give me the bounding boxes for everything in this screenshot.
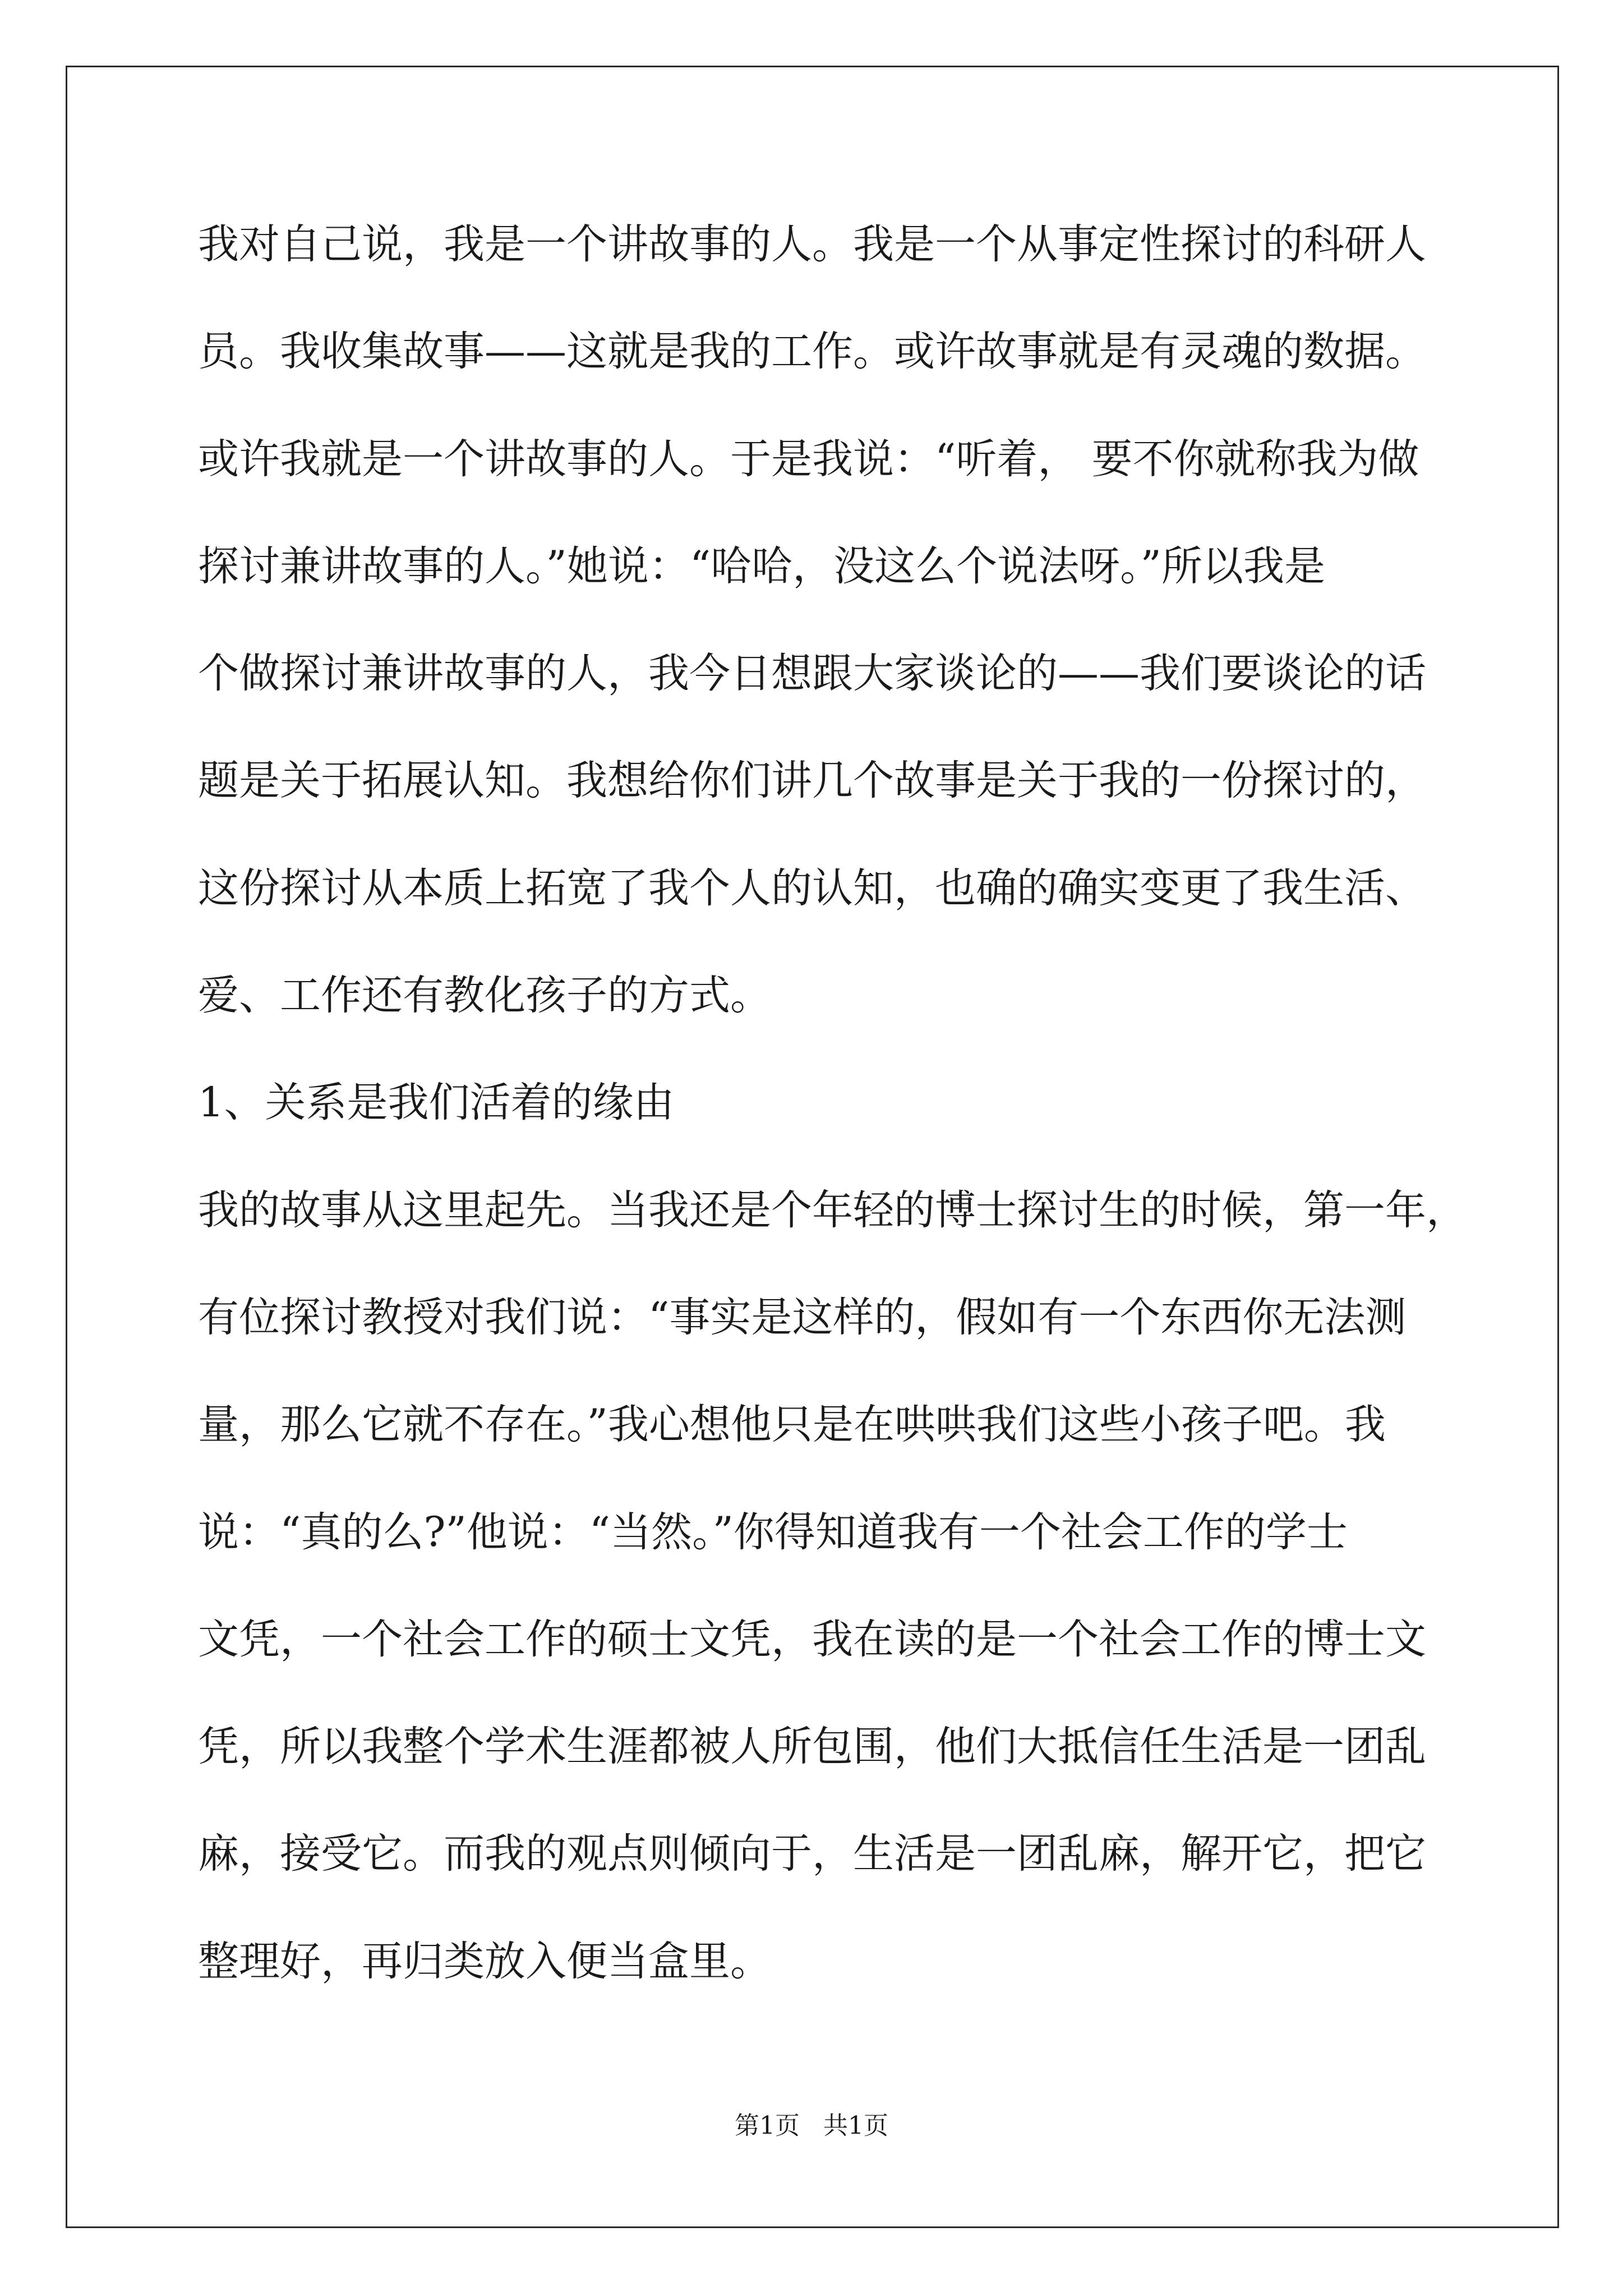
text-line-6: 题是关于拓展认知。我想给你们讲几个故事是关于我的一份探讨的， <box>198 757 1426 805</box>
text-line-4: 探讨兼讲故事的人。”她说：“哈哈，没这么个说法呀。”所以我是 <box>198 542 1325 590</box>
text-line-17: 整理好，再归类放入便当盒里。 <box>198 1937 771 1985</box>
document-body <box>198 191 1482 2015</box>
text-line-11: 有位探讨教授对我们说：“事实是这样的，假如有一个东西你无法测 <box>198 1293 1407 1341</box>
text-line-1: 我对自己说，我是一个讲故事的人。我是一个从事定性探讨的科研人 <box>198 220 1426 268</box>
page-footer <box>0 2109 1623 2143</box>
page-total: 共1页 <box>823 2111 888 2140</box>
section-heading: 1、关系是我们活着的缘由 <box>198 1079 675 1127</box>
page-number: 第1页 <box>735 2111 800 2140</box>
text-line-8: 爱、工作还有教化孩子的方式。 <box>198 972 771 1020</box>
text-line-3: 或许我就是一个讲故事的人。于是我说：“听着， 要不你就称我为做 <box>198 435 1419 483</box>
text-line-5: 个做探讨兼讲故事的人，我今日想跟大家谈论的——我们要谈论的话 <box>198 650 1426 698</box>
text-line-7: 这份探讨从本质上拓宽了我个人的认知，也确的确实变更了我生活、 <box>198 864 1426 912</box>
text-line-2: 员。我收集故事——这就是我的工作。或许故事就是有灵魂的数据。 <box>198 328 1426 376</box>
text-line-10: 我的故事从这里起先。当我还是个年轻的博士探讨生的时候，第一年， <box>198 1186 1467 1234</box>
text-line-15: 凭，所以我整个学术生涯都被人所包围，他们大抵信任生活是一团乱 <box>198 1723 1426 1771</box>
text-line-12: 量，那么它就不存在。”我心想他只是在哄哄我们这些小孩子吧。我 <box>198 1401 1386 1449</box>
text-line-13: 说：“真的么?”他说：“当然。”你得知道我有一个社会工作的学士 <box>198 1508 1348 1556</box>
text-line-14: 文凭，一个社会工作的硕士文凭，我在读的是一个社会工作的博士文 <box>198 1615 1426 1663</box>
text-line-16: 麻，接受它。而我的观点则倾向于，生活是一团乱麻，解开它，把它 <box>198 1830 1426 1878</box>
